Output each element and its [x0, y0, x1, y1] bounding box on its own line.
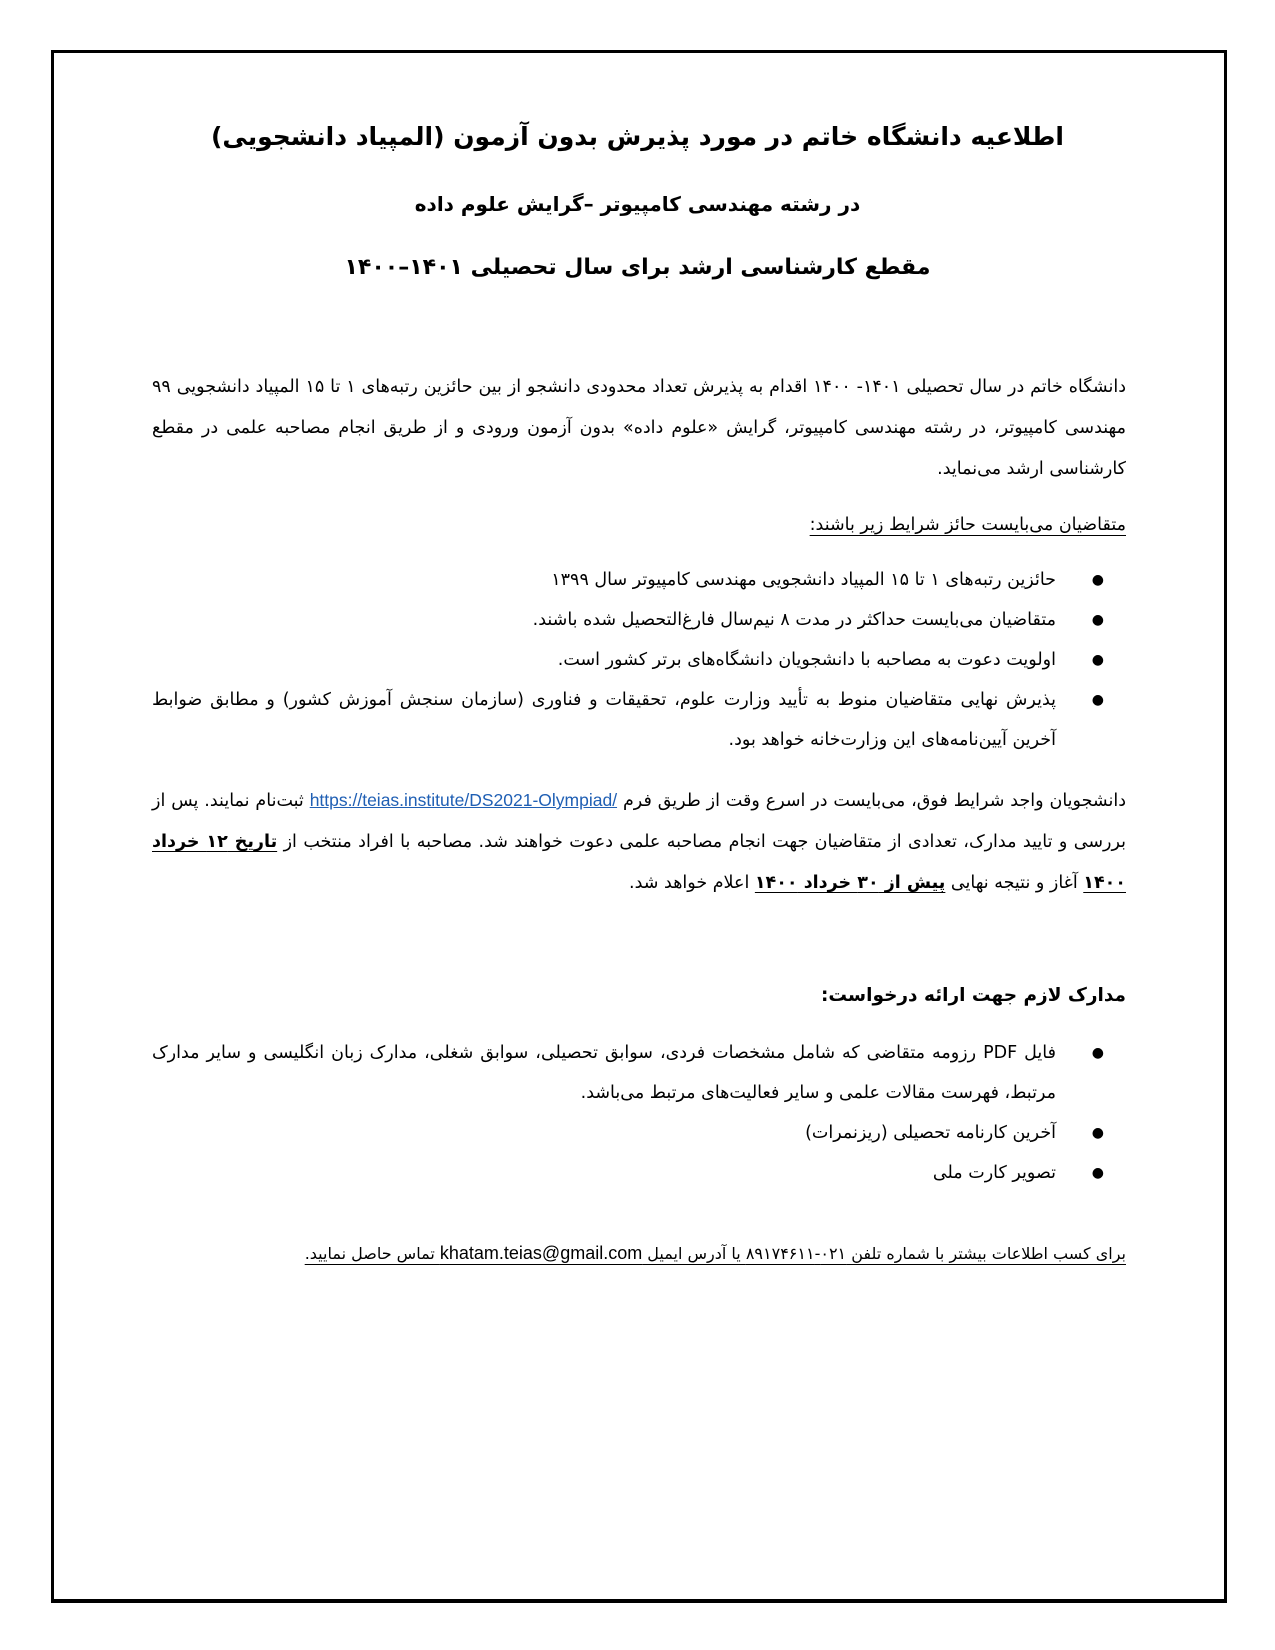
registration-text: دانشجویان واجد شرایط فوق، می‌بایست در اسرع وقت از طریق فرم: [617, 791, 1126, 811]
registration-text: آغاز و نتیجه نهایی: [945, 873, 1084, 893]
documents-heading: مدارک لازم جهت ارائه درخواست:: [820, 985, 1126, 1006]
contact-line: [152, 1238, 1126, 1269]
list-item: [152, 1113, 1104, 1153]
list-item: [152, 560, 1104, 600]
bullet-icon: ●: [1091, 1165, 1104, 1181]
conditions-list: [152, 560, 1126, 760]
list-item-text: آخرین کارنامه تحصیلی (ریزنمرات): [805, 1123, 1056, 1143]
conditions-heading: [152, 505, 1126, 545]
contact-text-part: برای کسب اطلاعات بیشتر با شماره تلفن: [846, 1244, 1126, 1263]
contact-email[interactable]: khatam.teias@gmail.com: [439, 1243, 643, 1263]
contact-text-part: یا آدرس ایمیل: [642, 1244, 746, 1263]
contact-text: [305, 1244, 1126, 1263]
intro-paragraph: دانشگاه خاتم در سال تحصیلی ۱۴۰۱- ۱۴۰۰ اقدام به پذیرش تعداد محدودی دانشجو از بین حائزین رتبه‌های ۱ تا ۱۵ المپیاد دانشجویی ۹۹ مهندسی کامپیوتر، در رشته مهندسی کامپیوتر، گرایش «علوم داده» بدون آزمون ورودی و از طریق انجام مصاحبه علمی در مقطع کارشناسی ارشد می‌نماید.: [152, 377, 1126, 479]
bullet-icon: ●: [1091, 1045, 1104, 1061]
document-title: اطلاعیه دانشگاه خاتم در مورد پذیرش بدون آزمون (المپیاد دانشجویی): [211, 122, 1064, 151]
list-item: [152, 640, 1104, 680]
list-item: [152, 600, 1104, 640]
list-item-text: فایل PDF رزومه متقاضی که شامل مشخصات فردی، سوابق تحصیلی، سوابق شغلی، مدارک زبان انگلیسی و سایر مدارک مرتبط، فهرست مقالات علمی و سایر فعالیت‌های مرتبط می‌باشد.: [152, 1043, 1056, 1103]
bullet-icon: ●: [1091, 572, 1104, 588]
registration-text: اعلام خواهد شد.: [629, 873, 755, 893]
list-item-text: حائزین رتبه‌های ۱ تا ۱۵ المپیاد دانشجویی مهندسی کامپیوتر سال ۱۳۹۹: [551, 570, 1056, 590]
document-subtitle: در رشته مهندسی کامپیوتر –گرایش علوم داده: [414, 192, 861, 216]
contact-text-part: تماس حاصل نمایید.: [304, 1244, 440, 1263]
list-item-text: اولویت دعوت به مصاحبه با دانشجویان دانشگاه‌های برتر کشور است.: [557, 650, 1056, 670]
result-date: پیش از ۳۰ خرداد ۱۴۰۰: [754, 873, 946, 893]
registration-link[interactable]: https://teias.institute/DS2021-Olympiad/: [309, 790, 618, 810]
list-item-text: متقاضیان می‌بایست حداکثر در مدت ۸ نیم‌سال فارغ‌التحصیل شده باشند.: [532, 610, 1056, 630]
document-subtitle-year: مقطع کارشناسی ارشد برای سال تحصیلی ۱۴۰۱–۱۴۰۰: [344, 255, 931, 280]
list-item: [152, 680, 1104, 760]
list-item-text: پذیرش نهایی متقاضیان منوط به تأیید وزارت علوم، تحقیقات و فناوری (سازمان سنجش آموزش کشور) و مطابق ضوابط آخرین آیین‌نامه‌های این وزارت‌خانه خواهد بود.: [152, 690, 1056, 750]
list-item: [152, 1033, 1104, 1113]
registration-text: ثبت‌نام نمایند. پس از بررسی و تایید مدارک، تعدادی از متقاضیان جهت انجام مصاحبه علمی دعوت خواهند شد. مصاحبه با افراد منتخب از: [152, 791, 1126, 852]
bullet-icon: ●: [1091, 612, 1104, 628]
registration-paragraph: [152, 780, 1126, 904]
bullet-icon: ●: [1091, 692, 1104, 708]
interview-start-date: تاریخ ۱۲ خرداد ۱۴۰۰: [152, 832, 1126, 893]
list-item-text: تصویر کارت ملی: [932, 1163, 1056, 1183]
conditions-heading-text: متقاضیان می‌بایست حائز شرایط زیر باشند:: [809, 515, 1126, 535]
contact-phone: ۰۲۱-۸۹۱۷۴۶۱۱: [745, 1244, 847, 1263]
bullet-icon: ●: [1091, 652, 1104, 668]
bullet-icon: ●: [1091, 1125, 1104, 1141]
documents-list: [152, 1033, 1126, 1193]
list-item: [152, 1153, 1104, 1193]
